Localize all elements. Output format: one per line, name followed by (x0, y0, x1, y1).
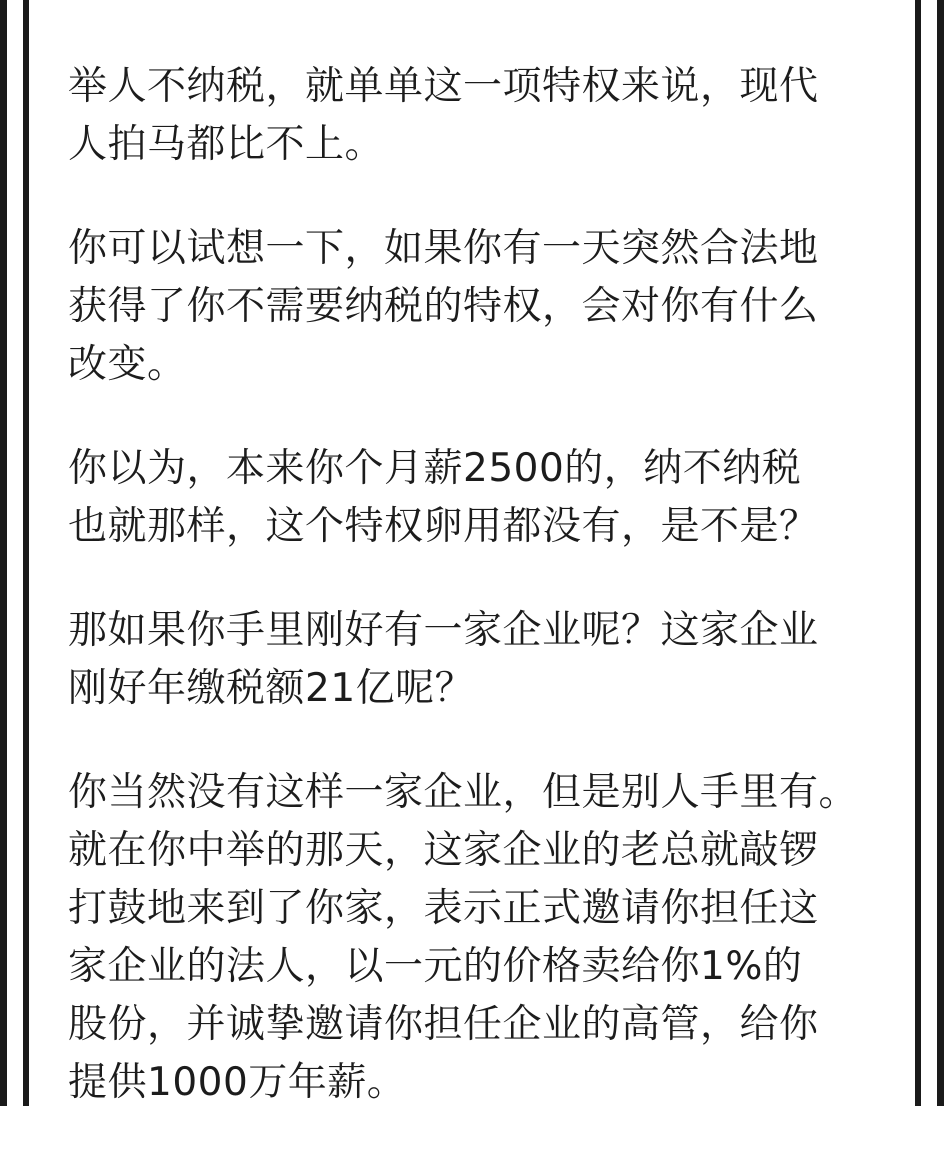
paragraph-line: 改变。 (68, 342, 187, 387)
paragraph-line: 获得了你不需要纳税的特权，会对你有什么 (68, 284, 819, 329)
paragraph-1 (68, 58, 898, 174)
paragraph-line: 人拍马都比不上。 (68, 122, 385, 167)
paragraph-line: 举人不纳税，就单单这一项特权来说，现代 (68, 64, 819, 109)
left-inner-border (23, 0, 29, 1106)
paragraph-line: 提供1000万年薪。 (68, 1060, 407, 1105)
paragraph-5 (68, 764, 898, 1112)
paragraph-line: 你以为，本来你个月薪2500的，纳不纳税 (68, 446, 802, 491)
right-outer-border (937, 0, 944, 1106)
paragraph-line: 股份，并诚挚邀请你担任企业的高管，给你 (68, 1002, 819, 1047)
paragraph-line: 刚好年缴税额21亿呢？ (68, 666, 475, 711)
paragraph-line: 家企业的法人，以一元的价格卖给你1%的 (68, 944, 803, 989)
paragraph-3 (68, 440, 898, 556)
paragraph-line: 你当然没有这样一家企业，但是别人手里有。 (68, 770, 859, 815)
paragraph-line: 也就那样，这个特权卵用都没有，是不是？ (68, 504, 819, 549)
paragraph-line: 打鼓地来到了你家，表示正式邀请你担任这 (68, 886, 819, 931)
paragraph-2 (68, 220, 898, 394)
paragraph-line: 你可以试想一下，如果你有一天突然合法地 (68, 226, 819, 271)
paragraph-line: 那如果你手里刚好有一家企业呢？这家企业 (68, 608, 819, 653)
article-body (68, 58, 898, 1158)
left-outer-border (0, 0, 7, 1106)
right-inner-border (915, 0, 921, 1106)
paragraph-4 (68, 602, 898, 718)
paragraph-line: 就在你中举的那天，这家企业的老总就敲锣 (68, 828, 819, 873)
